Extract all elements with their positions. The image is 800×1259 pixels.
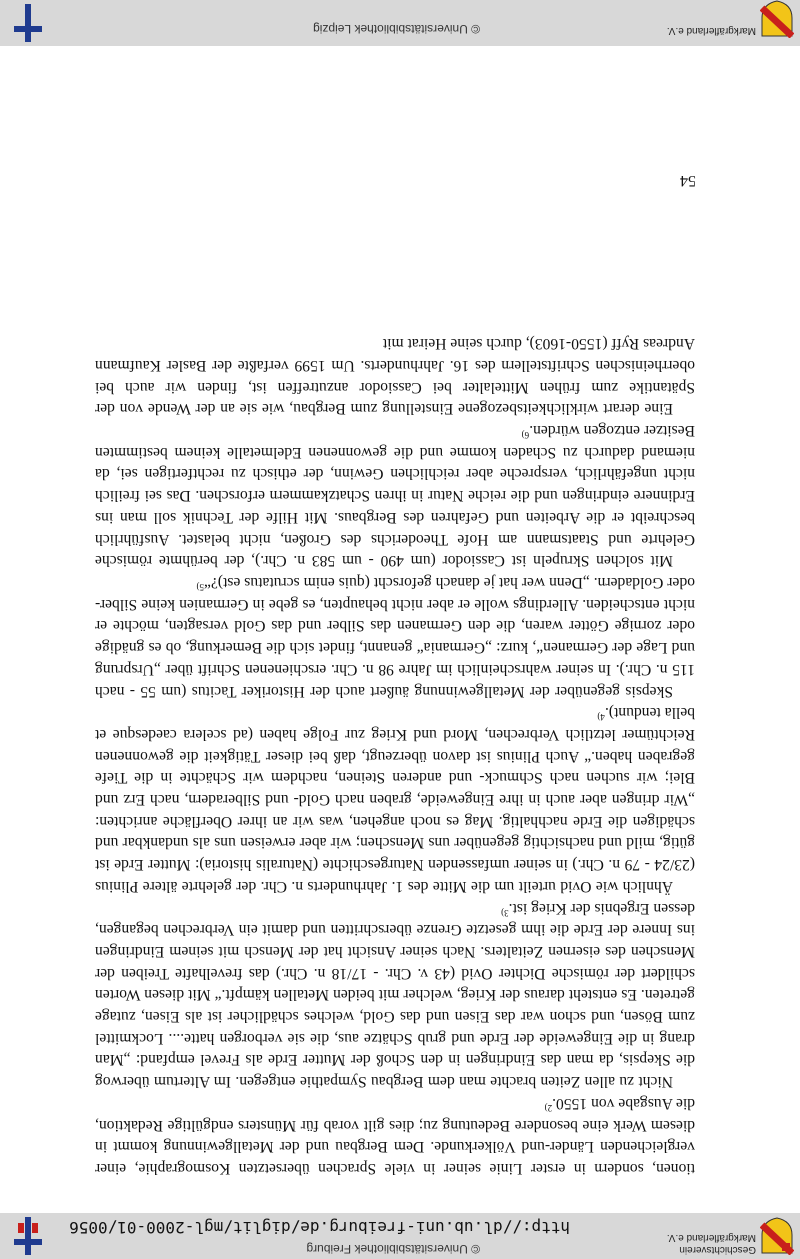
- paragraph: [95, 1092, 695, 1179]
- paragraph-text: Mit solchen Skrupeln ist Cassiodor (um 490 - um 583 n. Chr.), der berühmte römische Gelehrte und Staatsmann am Hofe Theoderichs des Großen, nicht belastet. Ausführlich beschreibt er die Arbeiten und Gefahren des Bergbaus. Mit Hilfe der Technik soll man ins Erdinnere eindringen und die reiche Natur in ihren Schatzkammern erforschen. Das sei freilich nicht ungefährlich, verspreche aber reichlichen Gewinn, der ethisch zu rechtfertigen sei, da niemand dadurch zu Schaden komme und die gewonnenen Edelmetalle keinem bestimmten Besitzer entzogen würden.: [95, 422, 695, 570]
- page-body: [95, 333, 695, 1179]
- paragraph: [95, 897, 695, 1092]
- paragraph-text: Skepsis gegenüber der Metallgewinnung äußert auch der Historiker Tacitus (um 55 - nach 115 n. Chr.). In seiner wahrscheinlich im Jahre 98 n. Chr. erschienenen Schrift über „Ursprung und Lage der Germanen“, kurz: „Germania“ genannt, findet sich die Bemerkung, ob es gnädige oder zornige Götter waren, die den Germanen das Silber und das Gold versagten, möchte er nicht entscheiden. Allerdings wolle er aber nicht behaupten, es gebe in Germanien keine Silber- oder Goldadern. „Denn wer hat je danach geforscht (quis enim scrutatus est)?“: [95, 574, 695, 700]
- footnote-mark: 4): [597, 712, 605, 723]
- university-library-logo-icon: [10, 1215, 46, 1257]
- society-line-2: Markgräflerland e.V.: [666, 1232, 756, 1243]
- footnote-mark: 2): [544, 1103, 553, 1114]
- paragraph: [95, 333, 695, 420]
- society-line-1: Geschichtsverein: [679, 1244, 756, 1255]
- footnote-mark: 6): [521, 430, 530, 441]
- paragraph-text: Eine derart wirklichkeitsbezogene Einstellung zum Bergbau, wie sie an der Wende von der Spätantike zum frühen Mittelalter bei Cassiodor anzutreffen ist, finden wir auch bei oberrheinischen Schriftstellern des 16. Jahrhunderts. Um 1599 verfaßte der Basler Kaufmann Andreas Ryff (1550-1603), durch seine Heirat mit: [95, 335, 695, 418]
- paragraph: [95, 571, 695, 701]
- library-credit: © Universitätsbibliothek Leipzig: [313, 22, 480, 36]
- header-bar: [0, 1213, 800, 1259]
- university-library-logo-icon: [10, 2, 46, 44]
- society-name: Markgräflerland e.V.: [666, 25, 756, 36]
- coat-of-arms-icon: [760, 1217, 794, 1255]
- paragraph-text: Ähnlich wie Ovid urteilt um die Mitte des 1. Jahrhunderts n. Chr. der gelehrte ältere Plinius (23/24 - 79 n. Chr.) in seiner umfassenden Naturgeschichte (Naturalis historia): Mutter Erde ist gütig, mild und nachsichtig gegenüber uns Menschen; wir aber erweisen uns als undankbar und schädigen die Erde nachhaltig. Mag es noch angehen, was wir an ihrer Oberfläche anrichten: „Wir dringen aber auch in ihre Eingeweide, graben nach Gold- und Silberadern, nach Erz und Blei; wir suchen nach Schmuck- und anderen Steinen, nachdem wir Schächte in die Tiefe gegraben haben.“ Auch Plinius ist davon überzeugt, daß bei dieser Tätigkeit die gewonnenen Reichtümer letztlich Verbrechen, Mord und Krieg zur Folge haben (ad scelera caedesque et bella tendunt).: [95, 704, 695, 895]
- footnote-mark: 5): [196, 582, 204, 593]
- library-credit: © Universitätsbibliothek Freiburg: [306, 1242, 480, 1256]
- paragraph-text: tionen, sondern in erster Linie seiner in viele Sprachen übersetzten Kosmographie, einer vergleichenden Länder-und Völkerkunde. Dem Bergbau und der Metallgewinnung kommt in diesem Werk eine besondere Bedeutung zu; dies gilt vorab für Münsters endgültige Redaktion, die Ausgabe von 1550.: [95, 1094, 695, 1177]
- source-url[interactable]: http://dl.ub.uni-freiburg.de/diglit/mgl-2000-01/0056: [69, 1218, 570, 1237]
- society-name: [667, 1231, 756, 1255]
- footnote-mark: 3): [501, 907, 509, 918]
- paragraph: [95, 419, 695, 571]
- paragraph-text: Nicht zu allen Zeiten brachte man dem Bergbau Sympathie entgegen. Im Altertum überwog die Skepsis, da man das Eindringen in den Schoß der Mutter Erde als Frevel empfand: „Man drang in die Eingeweide der Erde und grub Schätze aus, die sie verborgen hatte.... Lockmittel zum Bösen, und schon war das Eisen und das Gold, welches schädlicher ist als Eisen, zutage getreten. Es entsteht daraus der Krieg, welcher mit beiden Metallen kämpft.“ Mit diesen Worten schildert der römische Dichter Ovid (43 v. Chr. - 17/18 n. Chr.) das frevelhafte Treiben der Menschen des eisernen Zeitalters. Nach seiner Ansicht hat der Mensch mit seinem Eindringen ins Innere der Erde die ihm gesetzte Grenze überschritten und damit ein Verbrechen begangen, dessen Ergebnis der Krieg ist.: [95, 899, 695, 1091]
- footer-bar: [0, 0, 800, 46]
- page-number: 54: [680, 172, 696, 189]
- paragraph: [95, 702, 695, 897]
- coat-of-arms-icon: [760, 0, 794, 38]
